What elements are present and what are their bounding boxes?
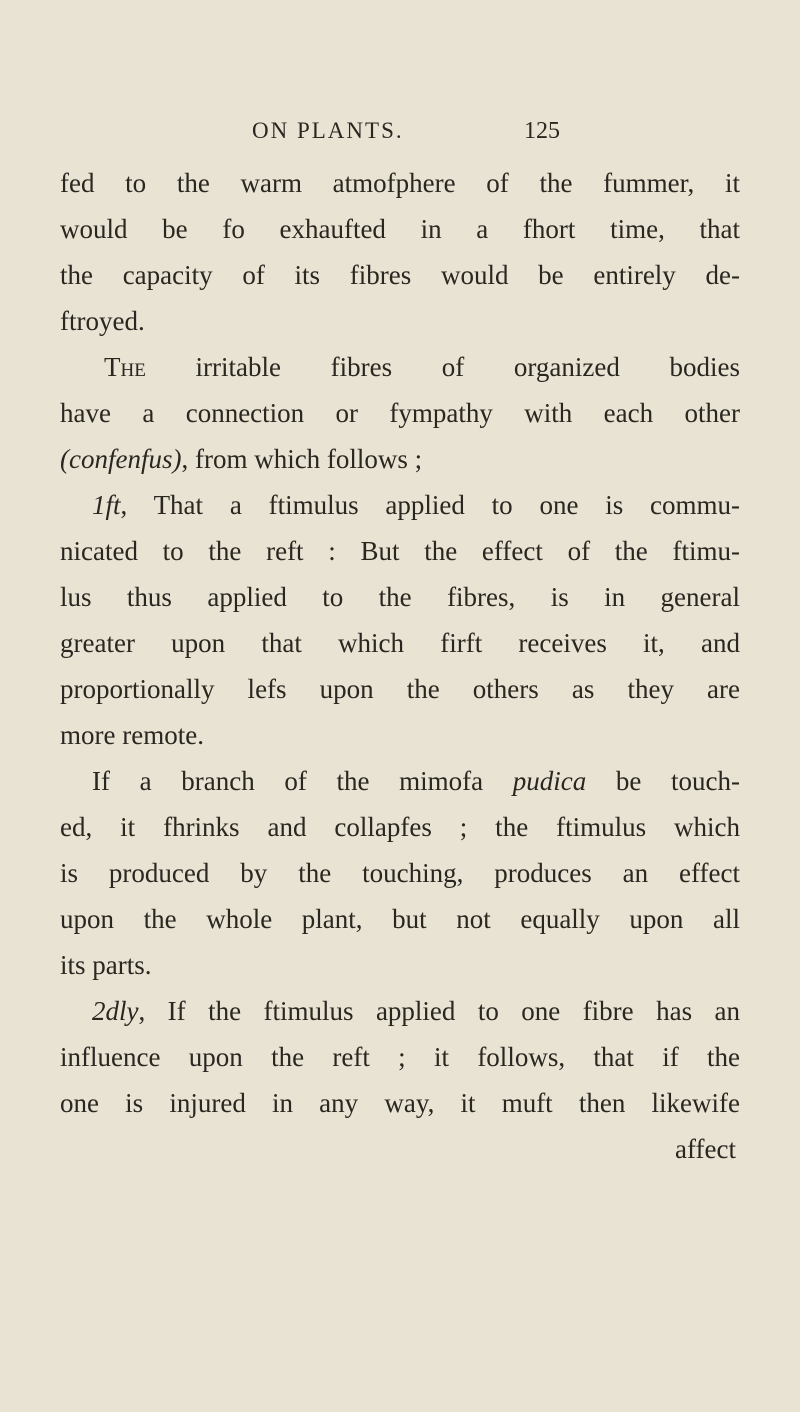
text-line: 1ft, That a ftimulus applied to one is commu-	[92, 490, 740, 520]
text-line: upon the whole plant, but not equally upon all	[60, 904, 740, 934]
text-line: one is injured in any way, it muft then likewife	[60, 1088, 740, 1118]
body-text	[60, 160, 740, 1172]
text-line: would be fo exhaufted in a fhort time, that	[60, 214, 740, 244]
text-line: fed to the warm atmofphere of the fummer, it	[60, 168, 740, 198]
catchword: affect	[675, 1134, 736, 1164]
text-line: the capacity of its fibres would be entirely de-	[60, 260, 740, 290]
text-line: ftroyed.	[60, 306, 145, 336]
text-line: nicated to the reft : But the effect of the ftimu-	[60, 536, 740, 566]
text-line: its parts.	[60, 950, 152, 980]
text-line: greater upon that which firft receives it, and	[60, 628, 740, 658]
text-line: influence upon the reft ; it follows, that if the	[60, 1042, 740, 1072]
text-line: (confenfus), from which follows ;	[60, 444, 423, 474]
page-header	[0, 118, 800, 158]
paragraph-start: If a branch of the mimofa pudica be touch-	[92, 766, 740, 796]
paragraph-start: The irritable fibres of organized bodies	[104, 352, 740, 382]
text-line: proportionally lefs upon the others as they are	[60, 674, 740, 704]
text-line: is produced by the touching, produces an effect	[60, 858, 740, 888]
text-line: more remote.	[60, 720, 204, 750]
running-head: ON PLANTS.	[252, 118, 404, 143]
paragraph-start: 2dly, If the ftimulus applied to one fibre has an	[92, 996, 740, 1026]
page-number: 125	[524, 118, 560, 144]
lead-word: The	[104, 352, 146, 382]
text-line: lus thus applied to the fibres, is in general	[60, 582, 740, 612]
text-line: ed, it fhrinks and collapfes ; the ftimulus which	[60, 812, 740, 842]
text-line: have a connection or fympathy with each other	[60, 398, 740, 428]
